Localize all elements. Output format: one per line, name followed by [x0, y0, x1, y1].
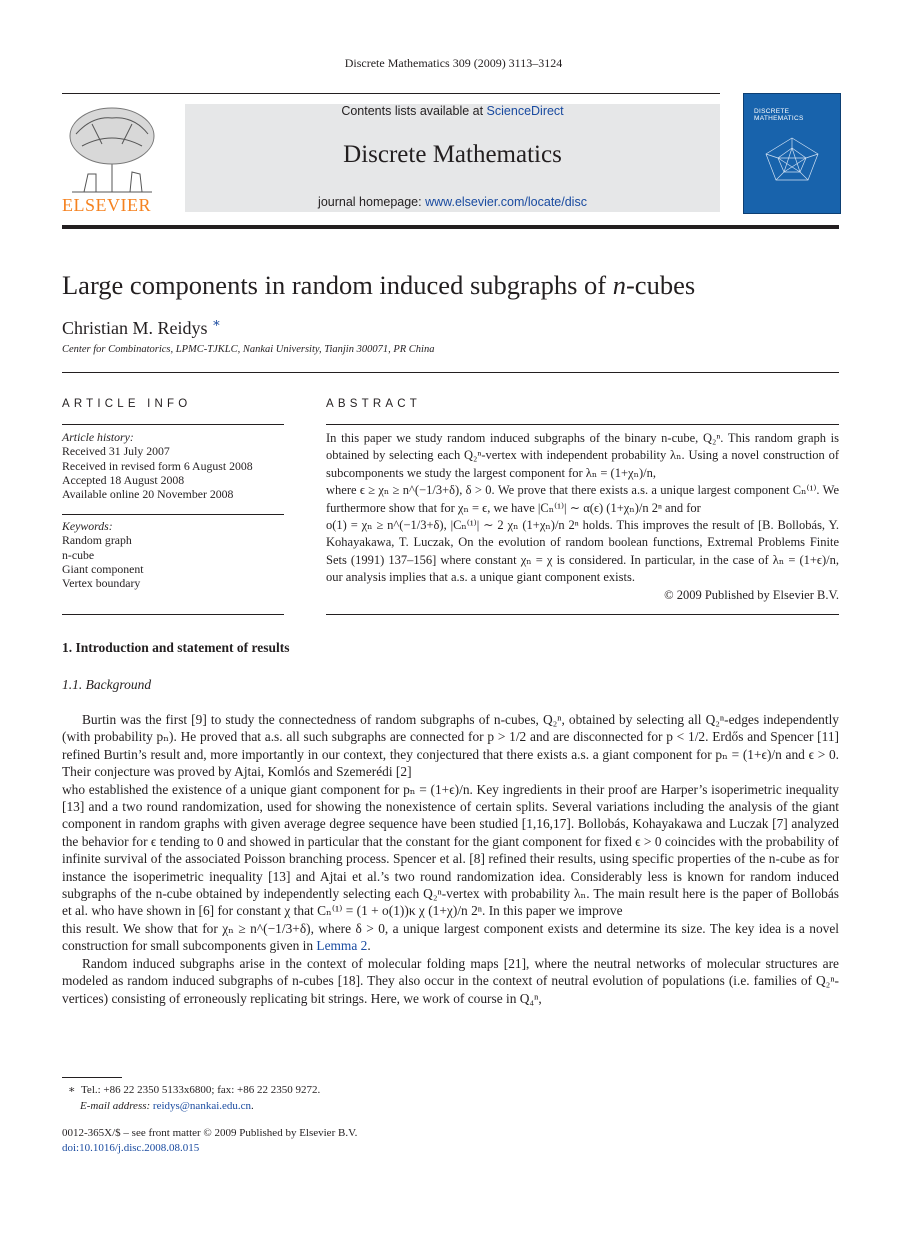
author-name: Christian M. Reidys [62, 318, 208, 338]
history-revised: Received in revised form 6 August 2008 [62, 458, 253, 473]
publisher-wordmark: ELSEVIER [62, 195, 151, 215]
body-paragraph-1c [62, 920, 839, 955]
abstract-rule-2 [326, 614, 839, 615]
keyword-item: Vertex boundary [62, 576, 141, 591]
abstract-part-1: In this paper we study random induced subgraphs of the binary n-cube, Q₂ⁿ. This random graph is obtained by selecting each Q₂ⁿ-vertex with independent probability λₙ. Using a novel construction of subcomponents we study the largest component for λₙ = (1+χₙ)/n, [326, 431, 839, 480]
subsection-heading: 1.1. Background [62, 677, 152, 692]
cover-title [754, 108, 804, 122]
p1c-post: . [367, 938, 371, 954]
elsevier-tree-logo [62, 104, 162, 194]
email-link[interactable]: reidys@nankai.edu.cn [152, 1100, 252, 1112]
title-var: n [612, 270, 626, 300]
abstract-rule-1 [326, 424, 839, 425]
affiliation: Center for Combinatorics, LPMC-TJKLC, Nankai University, Tianjin 300071, PR China [62, 344, 435, 355]
history-online: Available online 20 November 2008 [62, 487, 234, 502]
info-rule-1 [62, 424, 284, 425]
body-paragraph-1b: who established the existence of a unique giant component for pₙ = (1+ϵ)/n. Key ingredients in their proof are Harper’s isoperimetric inequality [13] and a two round randomization, used for showing the nonexistence of certain splits. Several variations including the analysis of the giant component in random graphs with given average degree sequence have been studied [1,16,17]. Bollobás, Kohayakawa and Luczak [7] analyzed the behavior for ϵ tending to 0 and showed in particular that the constant for the giant component for fixed ϵ > 0 coincides with the probability of infinite survival of the associated Poisson branching process. Spencer et al. [8] refined their results, using specific properties of the n-cube as for instance the isoperimetric inequality [13] and Ajtai et al.’s two round randomization idea. Considerably less is known for random induced subgraphs of the n-cube obtained by independently selecting each Q₂ⁿ-vertex with probability λₙ. The main result here is the paper of Bollobás et al. who have shown in [6] for constant χ that Cₙ⁽¹⁾ = (1 + o(1))κ χ (1+χ)/n 2ⁿ. In this paper we improve [62, 781, 839, 919]
body-paragraph-1a: Burtin was the first [9] to study the connectedness of random subgraphs of n-cubes, Q₂ⁿ, obtained by selecting all Q₂ⁿ-edges independently (with probability pₙ). He proved that a.s. all such subgraphs are connected for p > 1/2 and are disconnected for p < 1/2. Erdős and Spencer [11] refined Burtin’s result and, more importantly in our context, they conjectured that there exists a.s. a giant component for pₙ = (1+ϵ)/n and ϵ > 0. Their conjecture was proved by Ajtai, Komlós and Szemerédi [2] [62, 712, 839, 780]
keyword-item: Giant component [62, 561, 144, 576]
cover-title-line1: DISCRETE [754, 108, 790, 115]
homepage-prefix: journal homepage: [318, 195, 426, 209]
masthead-thick-rule [62, 225, 839, 229]
contents-line [185, 104, 720, 118]
abstract-text [326, 430, 839, 604]
info-rule-2 [62, 514, 284, 515]
history-label: Article history: [62, 430, 134, 444]
section-heading: 1. Introduction and statement of results [62, 640, 290, 655]
footnote [62, 1082, 320, 1114]
body-paragraph-2: Random induced subgraphs arise in the context of molecular folding maps [21], where the neutral networks of molecular structures are modeled as random induced subgraphs of n-cubes [18]. They also occur in the context of neutral evolution of populations (i.e. families of Q₂ⁿ-vertices) consisting of erroneously replicating bit strings. Here, we work of course in Q₄ⁿ, [62, 955, 839, 1006]
doi-link[interactable]: doi:10.1016/j.disc.2008.08.015 [62, 1142, 200, 1154]
title-prefix: Large components in random induced subgraphs of [62, 270, 613, 300]
footnote-tel: Tel.: +86 22 2350 5133x6800; fax: +86 22 2350 9272. [80, 1084, 321, 1096]
cover-graph-icon [762, 134, 822, 184]
history-received: Received 31 July 2007 [62, 444, 170, 459]
body-text [62, 711, 839, 1007]
article-history [62, 430, 284, 501]
p1c-text: this result. We show that for χₙ ≥ n^(−1/3+δ), where δ > 0, a unique largest component exists and determine its size. The key idea is a novel construction for small subcomponents given in [62, 920, 839, 954]
abstract-part-3: o(1) = χₙ ≥ n^(−1/3+δ), |Cₙ⁽¹⁾| ∼ 2 χₙ (1+χₙ)/n 2ⁿ holds. This improves the result of [B. Bollobás, Y. Kohayakawa, T. Luczak, On the evolution of random boolean functions, Extremal Problems Finite Sets (1991) 137–156] where constant χₙ = χ is considered. In particular, in the case of λₙ = (1+ϵ)/n, our analysis implies that a.s. a unique giant component exists. [326, 518, 839, 585]
article-title [62, 270, 695, 301]
footnote-rule [62, 1077, 122, 1078]
abstract-part-2: where ϵ ≥ χₙ ≥ n^(−1/3+δ), δ > 0. We prove that there exists a.s. a unique largest component Cₙ⁽¹⁾. We furthermore show that for χₙ = ϵ, we have |Cₙ⁽¹⁾| ∼ α(ϵ) (1+χₙ)/n 2ⁿ and for [326, 483, 839, 515]
homepage-link[interactable]: www.elsevier.com/locate/disc [425, 195, 587, 209]
info-rule-3 [62, 614, 284, 615]
abstract-copyright: © 2009 Published by Elsevier B.V. [664, 587, 839, 602]
keyword-item: n-cube [62, 547, 95, 562]
journal-citation: Discrete Mathematics 309 (2009) 3113–3124 [344, 56, 563, 70]
sciencedirect-link[interactable]: ScienceDirect [486, 104, 564, 118]
footnote-mark: ∗ [68, 1084, 76, 1096]
front-matter [62, 1126, 357, 1156]
keyword-item: Random graph [62, 533, 132, 548]
author-line [62, 315, 221, 339]
title-suffix: -cubes [625, 270, 696, 300]
contents-prefix: Contents lists available at [341, 104, 487, 118]
history-accepted: Accepted 18 August 2008 [62, 472, 185, 487]
email-label: E-mail address: [80, 1100, 153, 1112]
journal-cover [743, 93, 841, 214]
cover-title-line2: MATHEMATICS [754, 115, 804, 122]
article-info-heading: ARTICLE INFO [62, 398, 192, 410]
homepage-line [185, 195, 720, 209]
journal-title: Discrete Mathematics [343, 141, 562, 168]
keywords [62, 519, 284, 590]
keywords-label: Keywords: [62, 519, 113, 533]
issn-line: 0012-365X/$ – see front matter © 2009 Published by Elsevier B.V. [62, 1127, 358, 1139]
lemma-link[interactable]: Lemma 2 [316, 938, 368, 954]
header-rule [62, 93, 720, 94]
email-post: . [251, 1100, 254, 1112]
title-rule [62, 372, 839, 373]
author-footnote-mark[interactable]: ∗ [212, 315, 221, 330]
abstract-heading: ABSTRACT [326, 398, 421, 410]
